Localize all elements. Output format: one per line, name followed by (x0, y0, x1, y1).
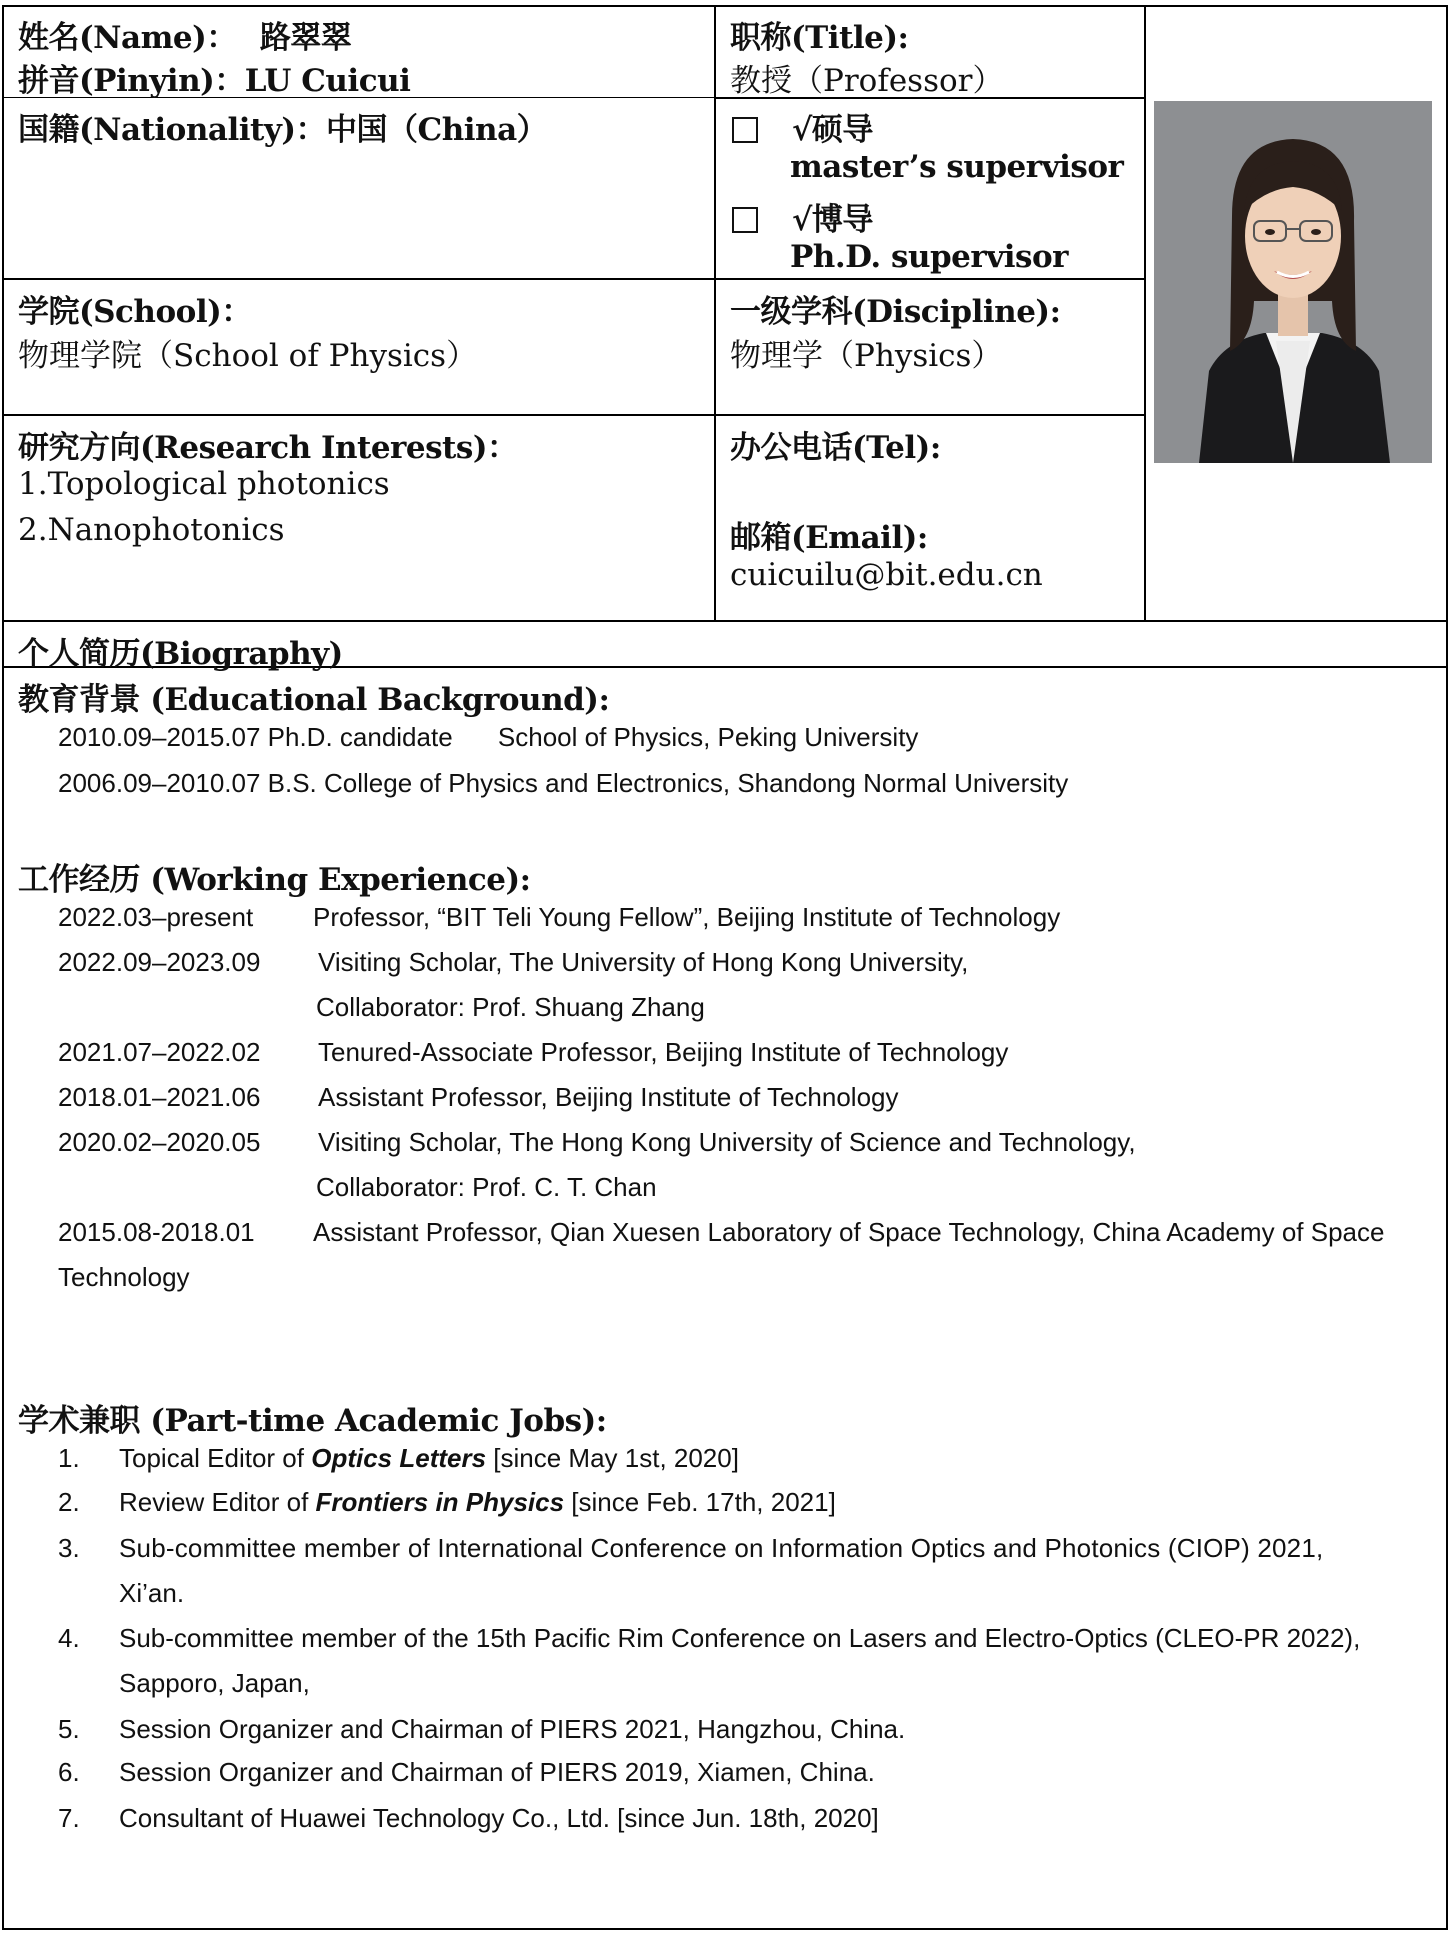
job-item-2-pre: Review Editor of (119, 1487, 316, 1517)
biography-heading: 个人简历(Biography) (18, 636, 343, 672)
work-entry-1-detail: Professor, “BIT Teli Young Fellow”, Beijing Institute of Technology (313, 902, 1061, 932)
job-item-1 (58, 1443, 739, 1474)
phd-supervisor-en: Ph.D. supervisor (790, 239, 1068, 275)
email-label: 邮箱(Email): (730, 520, 928, 556)
job-item-6 (58, 1757, 875, 1788)
job-item-5-num: 5. (58, 1714, 80, 1744)
job-item-3-num: 3. (58, 1533, 80, 1563)
research-item-1: 1.Topological photonics (18, 466, 390, 502)
title-label: 职称(Title): (730, 20, 909, 56)
research-item-2: 2.Nanophotonics (18, 512, 285, 548)
outer-border-left (2, 5, 4, 1930)
job-item-1-pre: Topical Editor of (119, 1443, 312, 1473)
education-entry-1-period: 2010.09–2015.07 Ph.D. candidate (58, 722, 453, 752)
job-item-4-num: 4. (58, 1623, 80, 1653)
job-item-6-text: Session Organizer and Chairman of PIERS 2019, Xiamen, China. (119, 1757, 875, 1787)
job-item-4 (58, 1623, 1360, 1654)
job-item-2-num: 2. (58, 1487, 80, 1517)
work-entry-5-detail: Visiting Scholar, The Hong Kong University of Science and Technology, (318, 1127, 1136, 1157)
nationality-row (18, 104, 547, 149)
work-entry-2-detail: Visiting Scholar, The University of Hong Kong University, (318, 947, 969, 977)
school-value: 物理学院（School of Physics） (18, 338, 478, 374)
job-item-7-text: Consultant of Huawei Technology Co., Ltd. [since Jun. 18th, 2020] (119, 1803, 879, 1833)
education-entry-2: 2006.09–2010.07 B.S. College of Physics and Electronics, Shandong Normal University (58, 768, 1069, 798)
education-entry-1-detail: School of Physics, Peking University (497, 722, 919, 752)
job-item-3-line-2: Xi’an. (119, 1578, 185, 1608)
outer-border-bottom (2, 1928, 1448, 1930)
tel-label: 办公电话(Tel): (730, 430, 941, 466)
job-item-6-num: 6. (58, 1757, 80, 1787)
job-item-5-text: Session Organizer and Chairman of PIERS 2021, Hangzhou, China. (119, 1714, 906, 1744)
work-heading: 工作经历 (Working Experience): (18, 862, 531, 898)
email-value[interactable]: cuicuilu@bit.edu.cn (730, 557, 1043, 593)
job-item-4-line-2: Sapporo, Japan, (119, 1668, 310, 1698)
education-heading: 教育背景 (Educational Background): (18, 682, 610, 718)
work-entry-4-period: 2018.01–2021.06 (58, 1082, 261, 1112)
phd-checkbox (732, 207, 758, 233)
education-entry-1 (58, 722, 918, 753)
job-item-7-num: 7. (58, 1803, 80, 1833)
work-entry-5-detail-2: Collaborator: Prof. C. T. Chan (316, 1172, 657, 1202)
journal-frontiers-in-physics: Frontiers in Physics (315, 1487, 565, 1517)
name-label: 姓名(Name)： (18, 20, 237, 56)
masters-mark: √硕导 (792, 112, 873, 148)
job-item-3-text: Sub-committee member of International Conference on Information Optics and Photonics (CIOP) 2021, (119, 1533, 1324, 1563)
masters-supervisor-row (732, 104, 873, 149)
work-entry-6-period: 2015.08-2018.01 (58, 1217, 255, 1247)
work-entry-6-detail: Assistant Professor, Qian Xuesen Laboratory of Space Technology, China Academy of Space (313, 1217, 1385, 1247)
nationality-value: 中国（China） (326, 112, 548, 148)
work-entry-3-detail: Tenured-Associate Professor, Beijing Institute of Technology (318, 1037, 1009, 1067)
work-entry-2-period: 2022.09–2023.09 (58, 947, 261, 977)
work-entry-5-period: 2020.02–2020.05 (58, 1127, 261, 1157)
discipline-label: 一级学科(Discipline): (730, 294, 1061, 330)
work-entry-6-detail-2: Technology (58, 1262, 190, 1292)
job-item-2-post: [since Feb. 17th, 2021] (564, 1487, 836, 1517)
pinyin-value: LU Cuicui (244, 63, 411, 99)
pinyin-row (18, 55, 410, 100)
work-entry-1-period: 2022.03–present (58, 902, 254, 932)
job-item-2 (58, 1487, 836, 1518)
masters-checkbox (732, 117, 758, 143)
job-item-4-text: Sub-committee member of the 15th Pacific Rim Conference on Lasers and Electro-Optics (CLEO-PR 2022), (119, 1623, 1361, 1653)
job-item-5 (58, 1714, 905, 1745)
work-entry-4-detail: Assistant Professor, Beijing Institute of Technology (318, 1082, 899, 1112)
discipline-value: 物理学（Physics） (730, 338, 1003, 374)
title-value: 教授（Professor） (730, 63, 1004, 99)
phd-mark: √博导 (792, 202, 873, 238)
row-divider-c (2, 414, 1146, 416)
nationality-label: 国籍(Nationality)： (18, 112, 327, 148)
name-row (18, 12, 351, 57)
school-label: 学院(School)： (18, 294, 252, 330)
research-label: 研究方向(Research Interests)： (18, 430, 518, 466)
job-item-3 (58, 1533, 1429, 1564)
journal-optics-letters: Optics Letters (311, 1443, 487, 1473)
portrait-photo (1154, 101, 1432, 463)
portrait-illustration (1154, 101, 1432, 463)
pinyin-label: 拼音(Pinyin)： (18, 63, 245, 99)
name-value: 路翠翠 (259, 20, 352, 56)
outer-border-right (1446, 5, 1448, 1930)
job-item-1-num: 1. (58, 1443, 80, 1473)
jobs-heading: 学术兼职 (Part-time Academic Jobs): (18, 1403, 607, 1439)
work-entry-3-period: 2021.07–2022.02 (58, 1037, 261, 1067)
phd-supervisor-row (732, 194, 873, 239)
row-divider-b (2, 278, 1146, 280)
job-item-7 (58, 1803, 879, 1834)
masters-supervisor-en: master’s supervisor (790, 149, 1124, 185)
outer-border-top (2, 5, 1448, 7)
row-divider-d (2, 620, 1448, 622)
work-entry-2-detail-2: Collaborator: Prof. Shuang Zhang (316, 992, 705, 1022)
job-item-1-post: [since May 1st, 2020] (486, 1443, 739, 1473)
